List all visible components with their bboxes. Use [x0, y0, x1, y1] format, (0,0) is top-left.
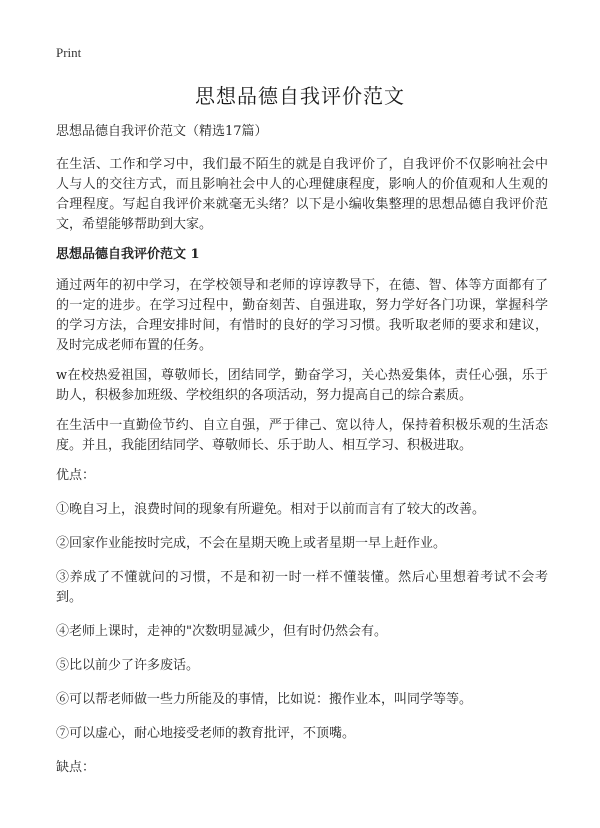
weaknesses-label: 缺点： — [56, 760, 96, 775]
document-subtitle: 思想品德自我评价范文（精选17篇） — [56, 124, 268, 139]
strength-item-4: ④老师上课时，走神的"次数明显减少，但有时仍然会有。 — [56, 624, 387, 639]
document-body — [56, 122, 548, 792]
strength-item-6: ⑥可以帮老师做一些力所能及的事情，比如说：搬作业本，叫同学等等。 — [56, 692, 473, 707]
strength-item-1: ①晚自习上，浪费时间的现象有所避免。相对于以前而言有了较大的改善。 — [56, 502, 486, 517]
page-title: 思想品德自我评价范文 — [195, 84, 405, 108]
body-paragraph-3: 在生活中一直勤俭节约、自立自强，严于律己、宽以待人，保持着积极乐观的生活态度。并且，我能团结同学、尊敬师长、乐于助人、相互学习、积极进取。 — [56, 418, 548, 453]
body-paragraph-1: 通过两年的初中学习，在学校领导和老师的谆谆教导下，在德、智、体等方面都有了的一定的进步。在学习过程中，勤奋刻苦、自强进取，努力学好各门功课，掌握科学的学习方法，合理安排时间，有惜时的良好的学习习惯。我听取老师的要求和建议，及时完成老师布置的任务。 — [56, 278, 548, 353]
intro-paragraph: 在生活、工作和学习中，我们最不陌生的就是自我评价了，自我评价不仅影响社会中人与人的交往方式，而且影响社会中人的心理健康程度，影响人的价值观和人生观的合理程度。写起自我评价来就毫无头绪？以下是小编收集整理的思想品德自我评价范文，希望能够帮助到大家。 — [56, 157, 548, 232]
print-link[interactable]: Print — [56, 45, 82, 60]
section-heading: 思想品德自我评价范文 1 — [56, 247, 200, 262]
strength-item-2: ②回家作业能按时完成，不会在星期天晚上或者星期一早上赶作业。 — [56, 536, 447, 551]
strength-item-7: ⑦可以虚心，耐心地接受老师的教育批评，不顶嘴。 — [56, 726, 356, 741]
strengths-label: 优点： — [56, 468, 96, 483]
strength-item-3: ③养成了不懂就问的习惯，不是和初一时一样不懂装懂。然后心里想着考试不会考到。 — [56, 570, 548, 605]
strength-item-5: ⑤比以前少了许多废话。 — [56, 658, 200, 673]
body-paragraph-2: w在校热爱祖国，尊敬师长，团结同学，勤奋学习，关心热爱集体，责任心强，乐于助人，积极参加班级、学校组织的各项活动，努力提高自己的综合素质。 — [56, 368, 548, 403]
